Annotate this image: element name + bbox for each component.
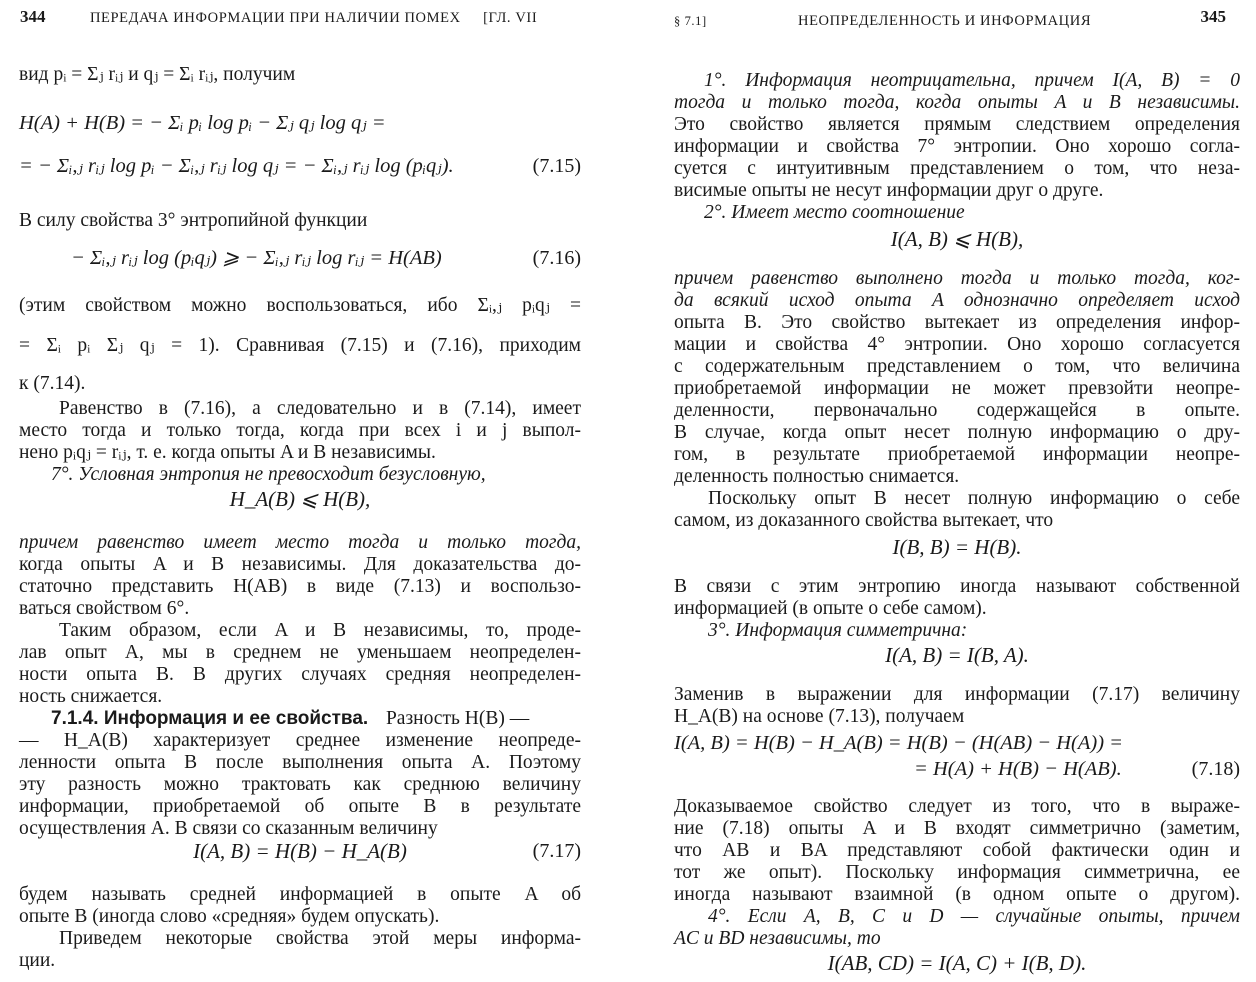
text-line: ваться свойством 6°. xyxy=(19,598,190,619)
equation-number: (7.17) xyxy=(532,840,581,862)
right-running-title: НЕОПРЕДЕЛЕННОСТЬ И ИНФОРМАЦИЯ xyxy=(798,13,1092,29)
text-line: деленность полностью снимается. xyxy=(674,466,960,487)
text-line: когда опыты A и B независимы. Для доказательства до- xyxy=(19,554,581,575)
equation-line: = − Σᵢ,ⱼ rᵢⱼ log pᵢ − Σᵢ,ⱼ rᵢⱼ log qⱼ = − Σᵢ,ⱼ rᵢⱼ log (pᵢqⱼ). xyxy=(19,155,454,177)
text-line: ности опыта B. В других случаях средняя неопределен- xyxy=(19,664,581,685)
text-line: Заменив в выражении для информации (7.17) величину xyxy=(674,684,1240,705)
text-line: В случае, когда опыт несет полную информацию о дру- xyxy=(674,422,1240,443)
centered-formula: I(B, B) = H(B). xyxy=(892,535,1022,559)
paragraph-first-line: Равенство в (7.16), а следовательно и в (7.14), имеет xyxy=(59,398,581,419)
equation-line: I(A, B) = H(B) − H_A(B) = H(B) − (H(AB) − H(A)) = xyxy=(674,732,1123,754)
paragraph-first-line: Поскольку опыт B несет полную информацию о себе xyxy=(708,488,1240,509)
text-line: самом, из доказанного свойства вытекает, что xyxy=(674,510,1054,531)
text-line: приобретаемой информации не может превзойти неопре- xyxy=(674,378,1240,399)
text-line: информацией (в опыте о себе самом). xyxy=(674,598,987,619)
text-line: В связи с этим энтропию иногда называют собственной xyxy=(674,576,1240,597)
text-line: Доказываемое свойство следует из того, что в выраже- xyxy=(674,796,1240,817)
text-line: висимые опыты не несут информации друг о друге. xyxy=(674,180,1104,201)
text-line: к (7.14). xyxy=(19,373,86,394)
theorem-line: AC и BD независимы, то xyxy=(674,928,881,949)
text-line: опыте B (иногда слово «средняя» будем опускать). xyxy=(19,906,440,927)
equation-number: (7.16) xyxy=(532,247,581,269)
text-line: осуществления A. В связи со сказанным величину xyxy=(19,818,438,839)
equation-line: H(A) + H(B) = − Σᵢ pᵢ log pᵢ − Σⱼ qⱼ log qⱼ = xyxy=(19,112,386,134)
text-line: (этим свойством можно воспользоваться, ибо Σᵢ,ⱼ pᵢqⱼ = xyxy=(19,295,581,316)
text-line: место тогда и только тогда, когда при всех i и j выпол- xyxy=(19,420,581,441)
centered-formula: I(A, B) ⩽ H(B), xyxy=(890,227,1024,251)
text-line: тот же опыт). Поскольку информация симметрична, ее xyxy=(674,862,1240,883)
centered-formula: I(AB, CD) = I(A, C) + I(B, D). xyxy=(827,951,1087,975)
section-heading: 7.1.4. Информация и ее свойства. xyxy=(51,708,369,729)
theorem-line: 4°. Если A, B, C и D — случайные опыты, причем xyxy=(708,906,1240,927)
equation-number: (7.18) xyxy=(1191,758,1240,780)
text-line: ние (7.18) опыты A и B входят симметрично (заметим, xyxy=(674,818,1240,839)
text-line: статочно представить H(AB) в виде (7.13) и воспользо- xyxy=(19,576,581,597)
text-line: лав опыт A, мы в среднем не уменьшаем неопределен- xyxy=(19,642,581,663)
text-line: информации, приобретаемой об опыте B в результате xyxy=(19,796,581,817)
right-running-head xyxy=(674,7,1240,32)
text-line: ленности опыта B после выполнения опыта A. Поэтому xyxy=(19,752,581,773)
text-line: вид pᵢ = Σⱼ rᵢⱼ и qⱼ = Σᵢ rᵢⱼ, получим xyxy=(19,64,296,85)
text-line: H_A(B) на основе (7.13), получаем xyxy=(674,706,965,727)
right-page-number: 345 xyxy=(1200,7,1226,26)
left-page-number: 344 xyxy=(20,7,46,26)
text-line: ность снижается. xyxy=(19,686,163,707)
centered-formula: I(A, B) = H(B) − H_A(B) xyxy=(193,839,407,863)
theorem-line: причем равенство выполнено тогда и только тогда, ког- xyxy=(674,268,1240,289)
text-line: — H_A(B) характеризует среднее изменение неопреде- xyxy=(19,730,581,751)
text-line: суется с интуитивным представлением о том, что неза- xyxy=(674,158,1240,179)
equation-line: = H(A) + H(B) − H(AB). xyxy=(914,758,1122,780)
paragraph-first-line: Приведем некоторые свойства этой меры информа- xyxy=(59,928,581,949)
theorem-line: 1°. Информация неотрицательна, причем I(A, B) = 0 xyxy=(704,70,1240,91)
text-line: ции. xyxy=(19,950,56,971)
equation-number: (7.15) xyxy=(532,155,581,177)
text-line: мации и свойства 4° энтропии. Оно хорошо согласуется xyxy=(674,334,1240,355)
right-section-ref: § 7.1] xyxy=(674,14,707,28)
theorem-line: 3°. Информация симметрична: xyxy=(708,620,968,641)
left-chapter-ref: [ГЛ. VII xyxy=(483,10,538,26)
centered-formula: I(A, B) = I(B, A). xyxy=(885,643,1029,667)
text-line: эту разность можно трактовать как среднюю величину xyxy=(19,774,581,795)
theorem-line: 2°. Имеет место соотношение xyxy=(704,202,965,223)
theorem-line: да всякий исход опыта A однозначно определяет исход xyxy=(674,290,1240,311)
left-running-head xyxy=(20,6,537,29)
text-line: гом, в результате приобретаемой информации неопре- xyxy=(674,444,1240,465)
text-line: информации и свойства 7° энтропии. Оно хорошо согла- xyxy=(674,136,1240,157)
text-line: Это свойство является прямым следствием определения xyxy=(674,114,1240,135)
text-line: нено pᵢqⱼ = rᵢⱼ, т. е. когда опыты A и B независимы. xyxy=(19,442,436,463)
centered-formula: H_A(B) ⩽ H(B), xyxy=(229,487,371,511)
section-heading-line xyxy=(51,708,581,730)
text-line: иногда называют взаимной (в одном опыте о другом). xyxy=(674,884,1240,905)
text-line: В силу свойства 3° энтропийной функции xyxy=(19,210,368,231)
section-heading-tail: Разность H(B) — xyxy=(385,708,530,729)
left-running-title: ПЕРЕДАЧА ИНФОРМАЦИИ ПРИ НАЛИЧИИ ПОМЕХ xyxy=(89,10,461,26)
text-line: причем равенство имеет место тогда и только тогда, xyxy=(19,532,581,553)
equation-line: − Σᵢ,ⱼ rᵢⱼ log (pᵢqⱼ) ⩾ − Σᵢ,ⱼ rᵢⱼ log rᵢⱼ = H(AB) xyxy=(71,247,442,269)
text-line: деленности, первоначально содержащейся в опыте. xyxy=(674,400,1240,421)
paragraph-first-line: Таким образом, если A и B независимы, то, проде- xyxy=(59,620,581,641)
theorem-line: тогда и только тогда, когда опыты A и B независимы. xyxy=(674,92,1240,113)
text-line: будем называть средней информацией в опыте A об xyxy=(19,884,581,905)
text-line: с содержательным представлением о том, что величина xyxy=(674,356,1240,377)
theorem-line: 7°. Условная энтропия не превосходит безусловную, xyxy=(51,464,486,485)
text-line: что AB и BA представляют собой фактически один и xyxy=(674,840,1240,861)
text-line: опыта B. Это свойство вытекает из определения инфор- xyxy=(674,312,1240,333)
right-page xyxy=(628,0,1256,982)
text-line: = Σᵢ pᵢ Σⱼ qⱼ = 1). Сравнивая (7.15) и (7.16), приходим xyxy=(19,335,581,356)
